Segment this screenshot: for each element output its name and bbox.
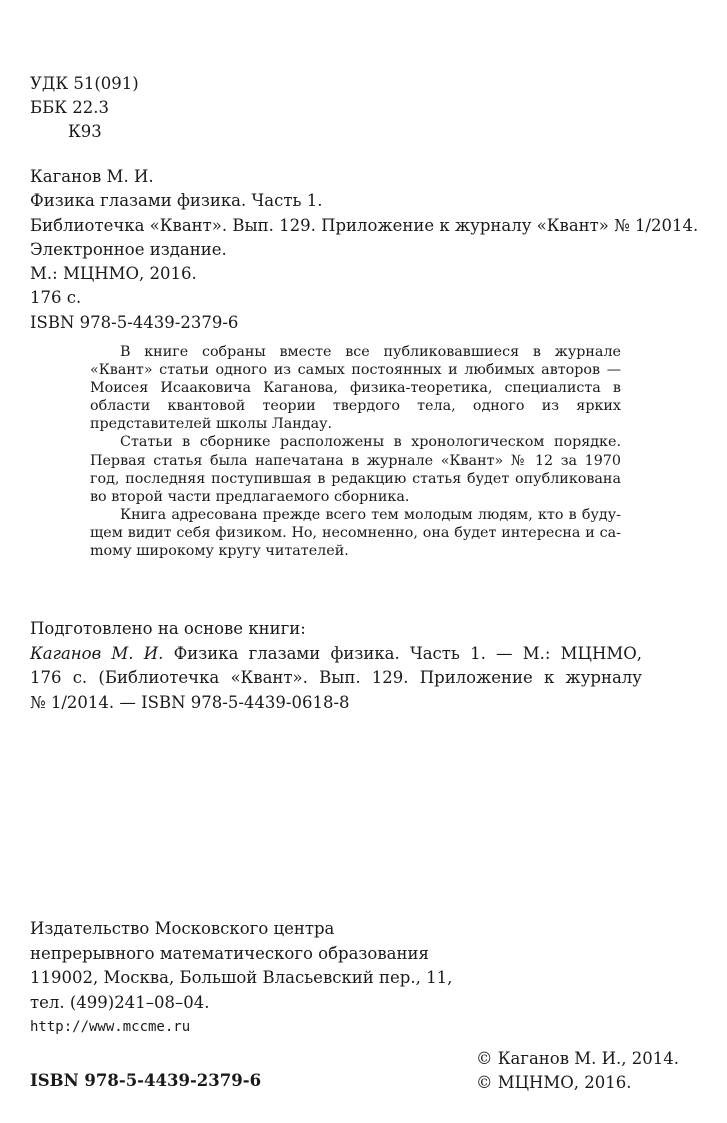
abstract-paragraph: Статьи в сборнике расположены в хронологическом порядке. Первая статья была напечатана в журнале «Квант» № 12 за 1970 год, последняя поступившая в редакцию статья будет опубликована во второй части предлагаемого сборника. <box>90 434 621 505</box>
source-intro: Подготовлено на основе книги: <box>30 619 306 638</box>
book-title: Физика глазами физика. Часть 1. <box>30 191 323 211</box>
publisher-url[interactable]: http://www.mccme.ru <box>30 1019 191 1035</box>
source-title: Физика глазами физика. Часть 1. — М.: МЦНМО, <box>173 643 642 663</box>
publisher-phone: тел. (499)241–08–04. <box>30 992 210 1012</box>
footer-isbn: ISBN 978-5-4439-2379-6 <box>30 1071 262 1090</box>
bbk-code: ББК 22.3 <box>30 98 110 117</box>
publisher-name: непрерывного математического образования <box>30 943 429 963</box>
series-info: Библиотечка «Квант». Вып. 129. Приложение к журналу «Квант» № 1/2014. <box>30 215 699 235</box>
source-line: № 1/2014. — ISBN 978-5-4439-0618-8 <box>30 692 350 712</box>
source-line <box>30 642 642 667</box>
copyright-publisher: © МЦНМО, 2016. <box>475 1073 632 1092</box>
publisher-address: 119002, Москва, Большой Власьевский пер., 11, <box>30 968 453 987</box>
bibliographic-record <box>30 165 698 335</box>
publisher-name: Издательство Московского центра <box>30 919 335 938</box>
copyright-block <box>476 1047 679 1095</box>
classification-block <box>30 72 139 144</box>
udk-code: УДК 51(091) <box>30 74 139 93</box>
copyright-author: © Каганов М. И., 2014. <box>475 1049 679 1068</box>
page-count: 176 с. <box>30 288 82 308</box>
imprint-info: М.: МЦНМО, 2016. <box>30 264 197 284</box>
source-author: Каганов М. И. <box>30 643 164 663</box>
publisher-info <box>30 917 452 1040</box>
abstract <box>90 343 621 560</box>
abstract-paragraph: В книге собраны вместе все публиковавшиеся в журнале «Квант» статьи одного из самых постоянных и любимых авторов — Моисея Исааковича Каганова, физика-теоретика, специалиста в области квантовой теории твердого тела, одного из ярких представителей школы Ландау. <box>90 344 621 433</box>
isbn-number: ISBN 978-5-4439-2379-6 <box>30 312 239 332</box>
abstract-paragraph: Книга адресована прежде всего тем молодым людям, кто в будущем видит себя физиком. Но, несомненно, она будет интересна и саmому широкому кругу читателей. <box>90 506 621 560</box>
edition-info: Электронное издание. <box>30 239 227 259</box>
source-line: 176 с. (Библиотечка «Квант». Вып. 129. Приложение к журналу <box>30 668 642 687</box>
author-name: Каганов М. И. <box>30 167 154 186</box>
author-mark: К93 <box>68 122 102 141</box>
source-note <box>30 617 642 715</box>
